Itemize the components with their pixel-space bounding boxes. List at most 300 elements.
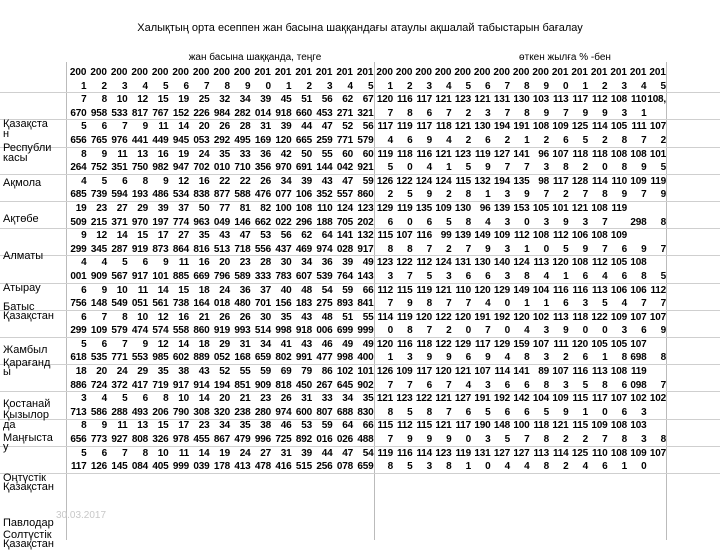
table-cell: 6 bbox=[524, 406, 530, 418]
table-cell: 7 bbox=[602, 434, 608, 446]
table-cell: 118 bbox=[533, 420, 549, 432]
table-cell: 66 bbox=[362, 284, 374, 296]
table-cell: 558 bbox=[172, 325, 189, 337]
table-cell: 200 bbox=[110, 67, 128, 78]
table-cell: 6 bbox=[426, 107, 432, 119]
table-row bbox=[66, 433, 688, 447]
table-cell: 416 bbox=[275, 461, 292, 473]
table-cell: 152 bbox=[172, 107, 189, 119]
table-cell: 0 bbox=[504, 298, 510, 310]
table-cell: 121 bbox=[435, 148, 452, 160]
table-cell: 4 bbox=[602, 270, 608, 282]
table-cell: 111 bbox=[631, 121, 647, 133]
table-cell: 8 bbox=[142, 175, 148, 187]
region-label: Батыс bbox=[3, 300, 35, 313]
table-cell: 767 bbox=[152, 107, 169, 119]
table-cell: 35 bbox=[198, 230, 210, 242]
table-cell: 112 bbox=[377, 284, 393, 296]
table-cell: 125 bbox=[571, 447, 588, 459]
table-cell: 6 bbox=[484, 80, 491, 92]
table-cell: 9 bbox=[81, 230, 87, 242]
table-cell: 107 bbox=[610, 393, 627, 405]
table-cell: 141 bbox=[336, 230, 353, 242]
table-cell: 120 bbox=[454, 311, 471, 323]
table-cell: 200 bbox=[213, 67, 230, 78]
table-cell: 113 bbox=[591, 284, 608, 296]
table-cell: 123 bbox=[376, 257, 393, 269]
table-cell: 669 bbox=[193, 270, 210, 282]
table-cell: 108, bbox=[647, 94, 666, 106]
table-cell: 34 bbox=[219, 420, 230, 432]
table-cell: 970 bbox=[275, 162, 292, 174]
table-cell: 345 bbox=[90, 243, 107, 255]
table-cell: 86 bbox=[321, 366, 333, 378]
region-label: Алматы bbox=[3, 250, 44, 263]
table-cell: 4 bbox=[485, 298, 491, 310]
table-cell: 851 bbox=[234, 379, 251, 391]
table-cell: 0 bbox=[582, 325, 588, 337]
table-cell: 54 bbox=[362, 447, 374, 459]
table-cell: 6 bbox=[81, 284, 87, 296]
region-label: Ақтөбе bbox=[3, 213, 39, 226]
table-cell: 7 bbox=[504, 162, 510, 174]
table-cell: 200 bbox=[192, 67, 210, 78]
table-cell: 149 bbox=[474, 230, 491, 242]
table-cell: 164 bbox=[193, 298, 210, 310]
table-cell: 34 bbox=[239, 94, 251, 106]
table-cell: 308 bbox=[193, 406, 210, 418]
table-cell: 8 bbox=[602, 379, 608, 391]
table-cell: 96 bbox=[538, 148, 549, 160]
table-cell: 645 bbox=[336, 379, 353, 391]
table-cell: 112 bbox=[416, 257, 432, 269]
table-row bbox=[66, 284, 688, 298]
table-cell: 3 bbox=[485, 379, 491, 391]
table-cell: 121 bbox=[474, 94, 491, 106]
table-cell: 116 bbox=[396, 338, 413, 350]
table-cell: 102 bbox=[336, 366, 353, 378]
table-cell: 36 bbox=[260, 148, 271, 160]
table-cell: 200 bbox=[434, 67, 452, 78]
table-cell: 116 bbox=[396, 447, 413, 459]
table-cell: 149 bbox=[513, 284, 530, 296]
table-cell: 7 bbox=[446, 379, 452, 391]
table-cell: 400 bbox=[357, 352, 374, 364]
table-cell: 909 bbox=[90, 270, 107, 282]
table-cell: 7 bbox=[660, 298, 666, 310]
table-cell: 5 bbox=[407, 461, 413, 473]
table-cell: 109 bbox=[493, 230, 510, 242]
table-cell: 513 bbox=[213, 243, 230, 255]
table-cell: 23 bbox=[239, 257, 251, 269]
table-cell: 39 bbox=[260, 94, 271, 106]
table-cell: 112 bbox=[591, 257, 608, 269]
table-cell: 107 bbox=[552, 366, 569, 378]
table-cell: 52 bbox=[342, 121, 353, 133]
table-cell: 110 bbox=[455, 284, 471, 296]
table-cell: 665 bbox=[295, 134, 312, 146]
table-cell: 116 bbox=[416, 230, 432, 242]
table-cell: 474 bbox=[131, 325, 148, 337]
table-cell: 15 bbox=[178, 284, 189, 296]
table-cell: 8 bbox=[524, 270, 530, 282]
table-cell: 1 bbox=[524, 298, 530, 310]
table-cell: 24 bbox=[116, 366, 128, 378]
table-cell: 6 bbox=[183, 80, 189, 92]
table-cell: 3 bbox=[621, 80, 627, 92]
table-cell: 69 bbox=[280, 366, 292, 378]
table-cell: 111 bbox=[553, 338, 569, 350]
table-cell: 194 bbox=[213, 379, 230, 391]
table-cell: 6 bbox=[426, 216, 432, 228]
table-cell: 115 bbox=[416, 420, 432, 432]
table-cell: 42 bbox=[280, 148, 292, 160]
table-cell: 21 bbox=[239, 393, 251, 405]
table-cell: 128 bbox=[571, 175, 588, 187]
table-cell: 275 bbox=[316, 298, 333, 310]
table-cell: 10 bbox=[178, 393, 189, 405]
table-cell: 192 bbox=[493, 393, 510, 405]
table-cell: 39 bbox=[157, 202, 169, 214]
table-cell: 860 bbox=[193, 325, 210, 337]
table-cell: 771 bbox=[111, 352, 128, 364]
table-cell: 7 bbox=[602, 216, 608, 228]
table-cell: 48 bbox=[301, 284, 312, 296]
table-cell: 6 bbox=[504, 406, 510, 418]
table-cell: 106 bbox=[610, 284, 627, 296]
table-cell: 118 bbox=[572, 148, 588, 160]
table-cell: 108 bbox=[295, 202, 312, 214]
table-cell: 117 bbox=[416, 366, 432, 378]
table-cell: 34 bbox=[342, 393, 353, 405]
table-cell: 56 bbox=[280, 230, 292, 242]
table-cell: 867 bbox=[213, 434, 230, 446]
table-cell: 8 bbox=[407, 243, 413, 255]
table-cell: 126 bbox=[90, 461, 107, 473]
table-cell: 108 bbox=[630, 257, 647, 269]
table-cell: 116 bbox=[552, 284, 569, 296]
table-cell: 8 bbox=[543, 379, 549, 391]
table-cell: 115 bbox=[455, 175, 471, 187]
table-cell: 39 bbox=[301, 175, 312, 187]
table-cell: 109 bbox=[610, 311, 627, 323]
table-cell: 6 bbox=[621, 243, 627, 255]
table-cell: 18 bbox=[198, 284, 210, 296]
table-cell: 119 bbox=[650, 175, 666, 187]
table-cell: 298 bbox=[630, 216, 647, 228]
table-cell: 16 bbox=[178, 311, 189, 323]
table-cell: 131 bbox=[474, 447, 491, 459]
table-cell: 830 bbox=[357, 406, 374, 418]
table-cell: 2 bbox=[563, 461, 569, 473]
table-cell: 14 bbox=[198, 447, 210, 459]
table-cell: 55 bbox=[239, 366, 251, 378]
table-cell: 618 bbox=[70, 352, 87, 364]
table-cell: 817 bbox=[131, 107, 148, 119]
table-cell: 102 bbox=[630, 393, 647, 405]
table-cell: 864 bbox=[172, 243, 189, 255]
table-cell: 101 bbox=[357, 366, 374, 378]
table-cell: 006 bbox=[316, 325, 333, 337]
table-cell: 108 bbox=[610, 366, 627, 378]
table-cell: 892 bbox=[295, 434, 312, 446]
table-cell: 8 bbox=[523, 80, 530, 92]
table-cell: 2 bbox=[563, 434, 569, 446]
table-cell: 7 bbox=[446, 107, 452, 119]
table-cell: 22 bbox=[219, 175, 230, 187]
table-cell: 656 bbox=[70, 134, 87, 146]
table-cell: 9 bbox=[407, 434, 413, 446]
table-cell: 109 bbox=[90, 325, 107, 337]
table-cell: 9 bbox=[641, 243, 647, 255]
table-cell: 119 bbox=[377, 148, 393, 160]
table-cell: 103 bbox=[532, 94, 549, 106]
table-cell: 9 bbox=[163, 175, 169, 187]
table-cell: 113 bbox=[591, 366, 608, 378]
table-cell: 001 bbox=[70, 270, 87, 282]
table-cell: 44 bbox=[301, 121, 312, 133]
table-cell: 123 bbox=[396, 393, 413, 405]
table-cell: 9 bbox=[524, 189, 530, 201]
table-cell: 7 bbox=[407, 270, 413, 282]
table-cell: 106 bbox=[571, 230, 588, 242]
table-cell: 127 bbox=[454, 393, 471, 405]
table-cell: 104 bbox=[532, 393, 549, 405]
table-cell: 8 bbox=[163, 393, 169, 405]
table-cell: 8 bbox=[224, 80, 230, 92]
table-cell: 53 bbox=[260, 230, 271, 242]
table-cell: 117 bbox=[552, 175, 569, 187]
table-cell: 125 bbox=[571, 121, 588, 133]
table-cell: 50 bbox=[198, 202, 210, 214]
table-cell: 200 bbox=[532, 67, 549, 78]
table-cell: 2 bbox=[101, 80, 107, 92]
table-cell: 535 bbox=[90, 352, 107, 364]
table-cell: 200 bbox=[151, 67, 169, 78]
table-cell: 24 bbox=[198, 148, 210, 160]
table-cell: 12 bbox=[157, 311, 169, 323]
table-cell: 982 bbox=[152, 162, 169, 174]
table-cell: 109 bbox=[552, 121, 569, 133]
table-cell: 215 bbox=[90, 216, 107, 228]
table-cell: 534 bbox=[172, 189, 189, 201]
table-cell: 124 bbox=[415, 175, 432, 187]
table-cell: 321 bbox=[357, 107, 374, 119]
table-cell: 121 bbox=[454, 366, 471, 378]
table-cell: 5 bbox=[582, 134, 588, 146]
table-cell: 107 bbox=[649, 447, 666, 459]
table-cell: 43 bbox=[219, 230, 230, 242]
table-cell: 702 bbox=[193, 162, 210, 174]
table-cell: 5 bbox=[582, 379, 588, 391]
table-cell: 417 bbox=[131, 379, 148, 391]
table-cell: 141 bbox=[513, 148, 530, 160]
table-cell: 51 bbox=[342, 311, 353, 323]
table-cell: 3 bbox=[407, 352, 413, 364]
table-cell: 4 bbox=[387, 134, 393, 146]
table-cell: 579 bbox=[111, 325, 128, 337]
table-cell: 117 bbox=[474, 338, 491, 350]
table-cell: 9 bbox=[621, 189, 627, 201]
table-cell: 118 bbox=[572, 311, 588, 323]
table-cell: 124 bbox=[336, 202, 353, 214]
table-cell: 139 bbox=[454, 230, 471, 242]
table-row bbox=[66, 419, 688, 433]
table-cell: 752 bbox=[90, 162, 107, 174]
table-cell: 104 bbox=[532, 284, 549, 296]
table-cell: 135 bbox=[513, 175, 530, 187]
table-cell: 109 bbox=[396, 366, 413, 378]
table-cell: 5 bbox=[563, 243, 569, 255]
table-cell: 112 bbox=[396, 420, 413, 432]
table-cell: 670 bbox=[70, 107, 87, 119]
table-cell: 101 bbox=[552, 202, 569, 214]
table-cell: 10 bbox=[157, 447, 169, 459]
table-cell: 47 bbox=[321, 121, 333, 133]
table-cell: 6 bbox=[641, 325, 647, 337]
table-cell: 299 bbox=[70, 325, 87, 337]
table-cell: 326 bbox=[152, 434, 169, 446]
table-cell: 200 bbox=[512, 67, 530, 78]
table-cell: 476 bbox=[254, 189, 271, 201]
table-cell: 084 bbox=[131, 461, 148, 473]
table-cell: 2 bbox=[601, 80, 608, 92]
table-cell: 119 bbox=[396, 202, 413, 214]
table-cell: 126 bbox=[376, 366, 393, 378]
table-cell: 119 bbox=[474, 148, 491, 160]
table-cell: 7 bbox=[426, 325, 432, 337]
table-cell: 1 bbox=[524, 134, 530, 146]
table-cell: 455 bbox=[193, 434, 210, 446]
table-cell: 6 bbox=[142, 257, 148, 269]
table-cell: 838 bbox=[193, 189, 210, 201]
table-cell: 118 bbox=[396, 148, 413, 160]
table-cell: 20 bbox=[219, 257, 230, 269]
table-cell: 17 bbox=[157, 230, 169, 242]
table-cell: 5 bbox=[660, 270, 666, 282]
table-cell: 8 bbox=[543, 461, 549, 473]
table-cell: 958 bbox=[90, 107, 107, 119]
table-cell: 131 bbox=[493, 94, 510, 106]
table-cell: 36 bbox=[321, 257, 333, 269]
table-cell: 21 bbox=[198, 311, 210, 323]
table-cell: 579 bbox=[357, 134, 374, 146]
table-cell: 105 bbox=[610, 121, 627, 133]
table-cell: 7 bbox=[563, 107, 569, 119]
table-cell: 67 bbox=[362, 94, 374, 106]
table-cell: 698 bbox=[630, 352, 647, 364]
table-cell: 200 bbox=[233, 67, 251, 78]
table-cell: 45 bbox=[280, 94, 292, 106]
table-cell: 016 bbox=[316, 434, 333, 446]
table-row bbox=[66, 447, 688, 461]
table-cell: 27 bbox=[260, 447, 271, 459]
table-cell: 114 bbox=[377, 311, 393, 323]
table-cell: 705 bbox=[336, 216, 353, 228]
table-cell: 9 bbox=[602, 107, 608, 119]
table-cell: 43 bbox=[321, 175, 333, 187]
table-cell: 098 bbox=[630, 379, 647, 391]
table-cell: 169 bbox=[254, 134, 271, 146]
header-per-capita: жан басына шаққанда, теңге bbox=[188, 52, 322, 63]
table-cell: 0 bbox=[602, 325, 608, 337]
table-cell: 9 bbox=[543, 80, 549, 92]
table-cell: 115 bbox=[572, 420, 588, 432]
table-row bbox=[66, 134, 688, 148]
table-cell: 24 bbox=[219, 284, 230, 296]
table-row bbox=[66, 351, 688, 365]
header-percent-prev-year: өткен жылға % -бен bbox=[519, 52, 611, 63]
table-cell: 34 bbox=[260, 338, 271, 350]
region-label: Республи bbox=[3, 142, 52, 155]
table-cell: 5 bbox=[660, 80, 666, 92]
table-cell: 17 bbox=[178, 420, 189, 432]
table-cell: 738 bbox=[172, 298, 189, 310]
table-cell: 3 bbox=[621, 325, 627, 337]
table-cell: 3 bbox=[446, 270, 452, 282]
table-cell: 918 bbox=[295, 325, 312, 337]
table-cell: 113 bbox=[552, 94, 569, 106]
table-cell: 7 bbox=[660, 243, 666, 255]
table-cell: 16 bbox=[198, 175, 210, 187]
table-cell: 15 bbox=[157, 94, 169, 106]
table-cell: 5 bbox=[81, 121, 87, 133]
table-cell: 153 bbox=[513, 202, 530, 214]
table-cell: 372 bbox=[111, 379, 128, 391]
table-cell: 4 bbox=[445, 80, 452, 92]
table-cell: 259 bbox=[316, 134, 333, 146]
table-cell: 59 bbox=[260, 366, 271, 378]
table-cell: 11 bbox=[178, 447, 189, 459]
table-cell: 450 bbox=[295, 379, 312, 391]
table-cell: 9 bbox=[641, 162, 647, 174]
table-cell: 26 bbox=[219, 311, 230, 323]
table-cell: 56 bbox=[362, 121, 374, 133]
table-cell: 963 bbox=[193, 216, 210, 228]
table-cell: 909 bbox=[254, 379, 271, 391]
table-cell: 765 bbox=[90, 134, 107, 146]
table-cell: 0 bbox=[485, 461, 491, 473]
table-cell: 1 bbox=[285, 80, 292, 92]
table-cell: 1 bbox=[543, 298, 549, 310]
table-row bbox=[66, 311, 688, 325]
table-cell: 9 bbox=[446, 434, 452, 446]
table-row bbox=[66, 270, 688, 284]
table-cell: 818 bbox=[275, 379, 292, 391]
table-cell: 660 bbox=[295, 107, 312, 119]
table-cell: 33 bbox=[321, 393, 333, 405]
region-label: у bbox=[3, 441, 9, 454]
table-cell: 4 bbox=[81, 257, 87, 269]
table-cell: 102 bbox=[649, 393, 666, 405]
table-cell: 8 bbox=[387, 243, 393, 255]
table-cell: 144 bbox=[316, 162, 333, 174]
table-cell: 121 bbox=[435, 284, 452, 296]
table-cell: 2 bbox=[406, 80, 413, 92]
table-cell: 11 bbox=[117, 148, 128, 160]
table-cell: 127 bbox=[493, 447, 510, 459]
table-cell: 018 bbox=[213, 298, 230, 310]
table-cell: 43 bbox=[301, 311, 312, 323]
table-cell: 98 bbox=[538, 175, 549, 187]
table-cell: 356 bbox=[254, 162, 271, 174]
table-cell: 110 bbox=[611, 175, 627, 187]
table-cell: 122 bbox=[415, 393, 432, 405]
table-cell: 35 bbox=[239, 420, 251, 432]
table-cell: 2 bbox=[504, 134, 510, 146]
table-cell: 8 bbox=[101, 94, 107, 106]
table-cell: 39 bbox=[280, 121, 292, 133]
